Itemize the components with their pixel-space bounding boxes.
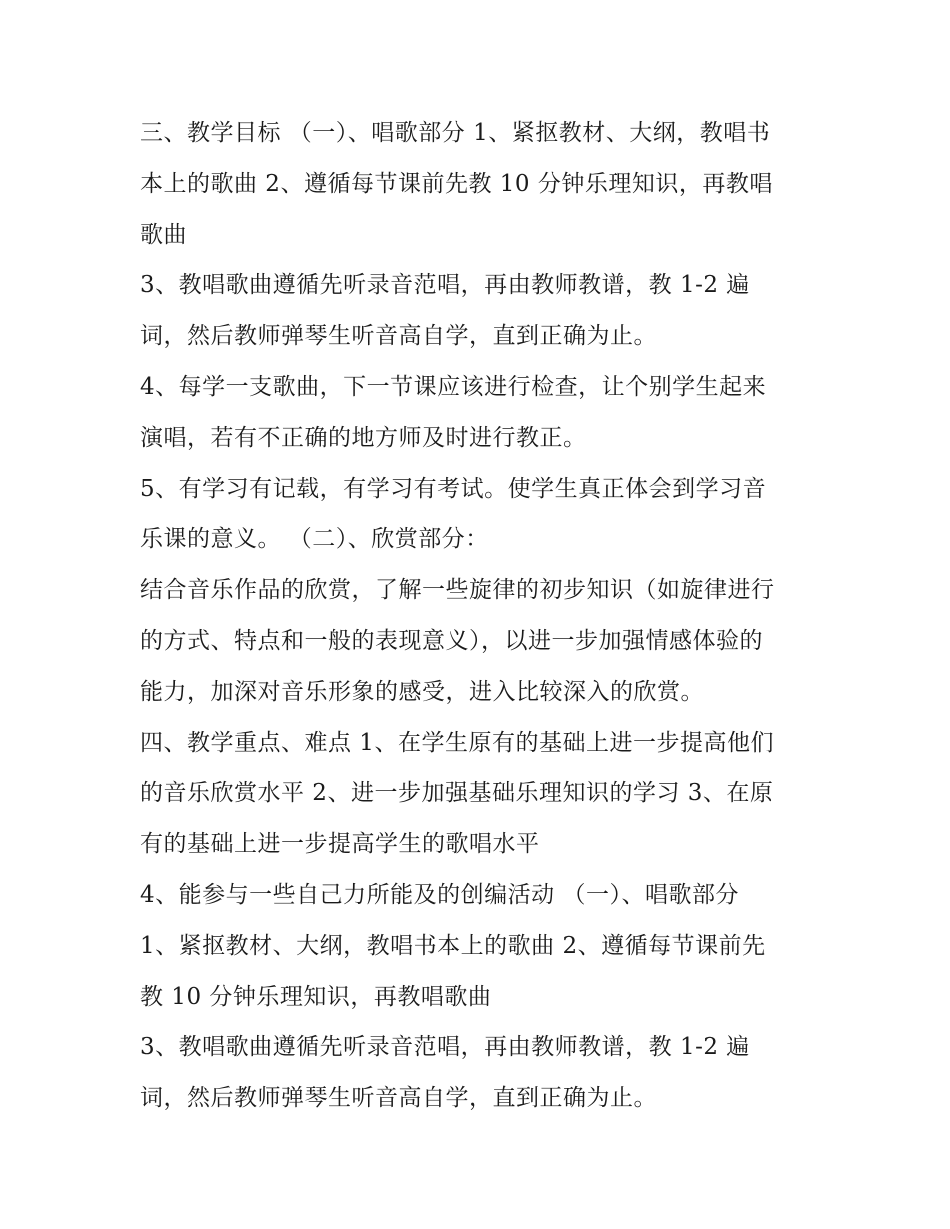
text-line: 的方式、特点和一般的表现意义），以进一步加强情感体验的 xyxy=(140,627,763,654)
text-line: 3、教唱歌曲遵循先听录音范唱，再由教师教谱，教 1-2 遍 xyxy=(140,1034,750,1061)
text-line: 结合音乐作品的欣赏，了解一些旋律的初步知识（如旋律进行 xyxy=(140,577,775,604)
text-line: 能力，加深对音乐形象的感受，进入比较深入的欣赏。 xyxy=(140,678,704,705)
text-line: 3、教唱歌曲遵循先听录音范唱，再由教师教谱，教 1-2 遍 xyxy=(140,272,750,299)
text-line: 4、每学一支歌曲，下一节课应该进行检查，让个别学生起来 xyxy=(140,373,767,400)
text-line: 三、教学目标 （一）、唱歌部分 1、紧抠教材、大纲，教唱书 xyxy=(140,120,771,146)
text-line: 本上的歌曲 2、遵循每节课前先教 10 分钟乐理知识，再教唱 xyxy=(140,170,773,197)
text-line: 教 10 分钟乐理知识，再教唱歌曲 xyxy=(140,983,492,1010)
text-line: 歌曲 xyxy=(140,221,187,248)
text-line: 演唱，若有不正确的地方师及时进行教正。 xyxy=(140,424,587,451)
text-line: 1、紧抠教材、大纲，教唱书本上的歌曲 2、遵循每节课前先 xyxy=(140,932,766,959)
document-body xyxy=(140,108,830,1124)
text-line: 有的基础上进一步提高学生的歌唱水平 xyxy=(140,831,540,858)
text-line: 4、能参与一些自己力所能及的创编活动 （一）、唱歌部分 xyxy=(140,881,739,908)
text-line: 四、教学重点、难点 1、在学生原有的基础上进一步提高他们 xyxy=(140,729,774,756)
text-line: 5、有学习有记载，有学习有考试。使学生真正体会到学习音 xyxy=(140,475,767,502)
text-line: 词，然后教师弹琴生听音高自学，直到正确为止。 xyxy=(140,323,657,350)
text-line: 词，然后教师弹琴生听音高自学，直到正确为止。 xyxy=(140,1085,657,1112)
text-line: 乐课的意义。 （二）、欣赏部分： xyxy=(140,526,489,553)
text-line: 的音乐欣赏水平 2、进一步加强基础乐理知识的学习 3、在原 xyxy=(140,780,774,807)
